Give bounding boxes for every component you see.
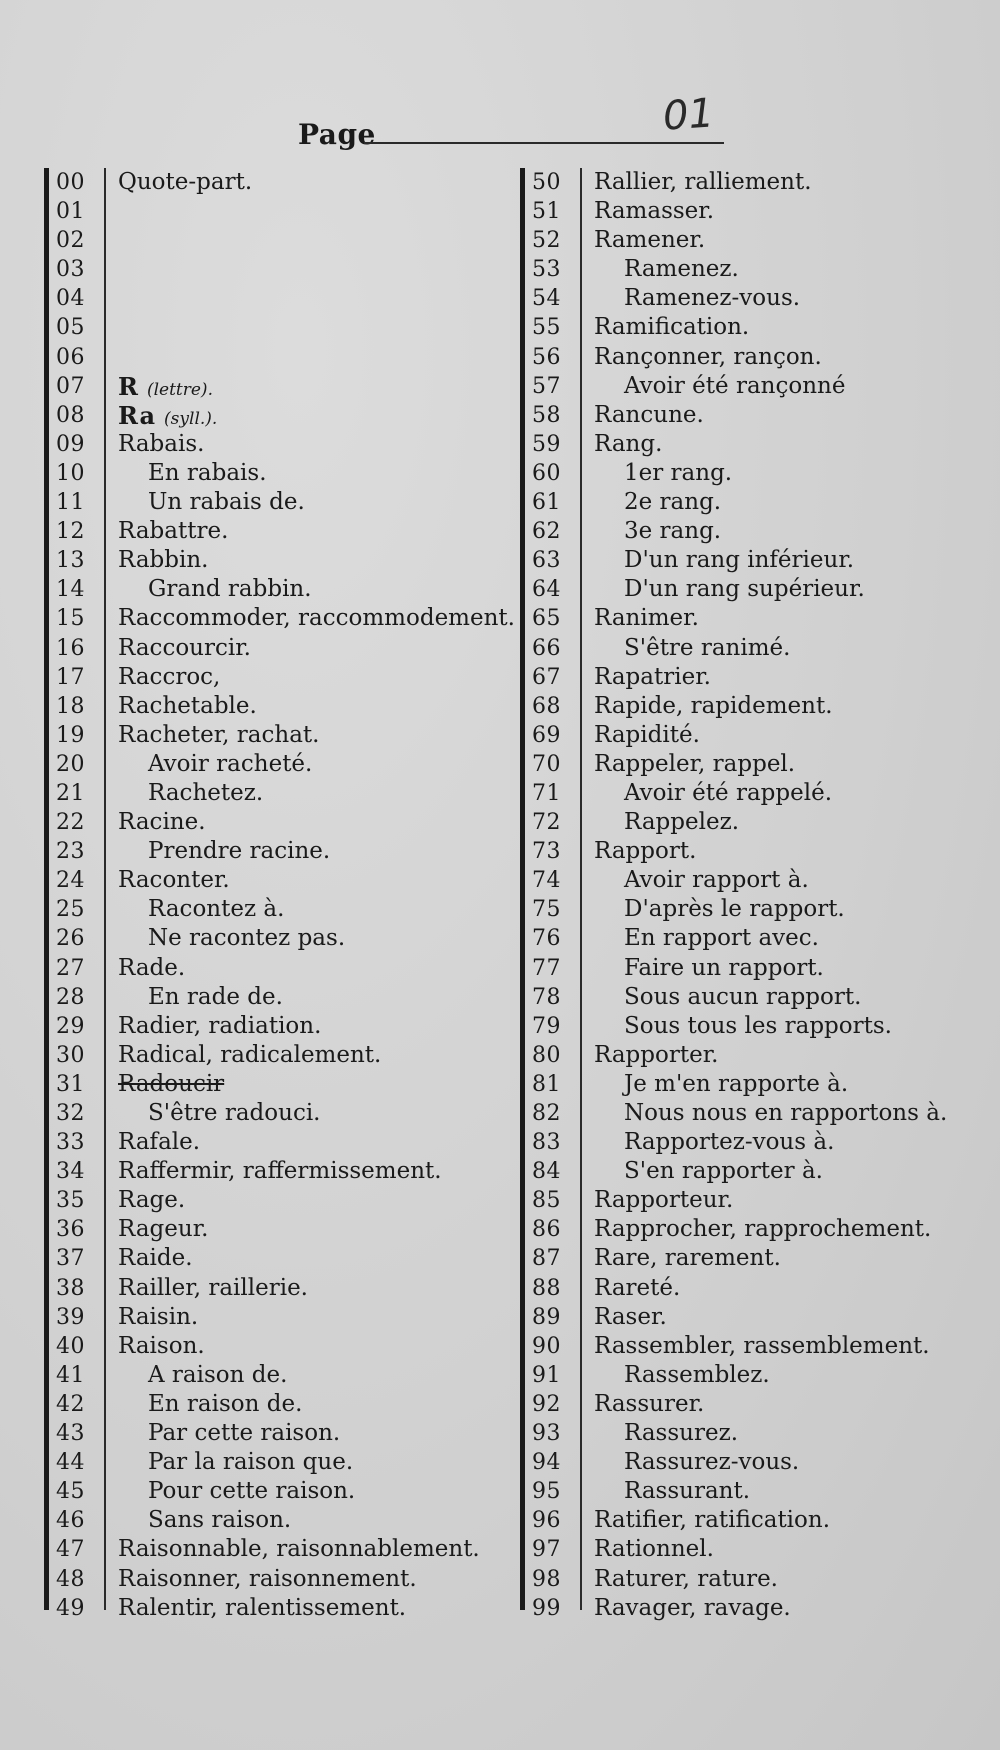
code-phrase-letter: Ra <box>118 400 157 430</box>
code-phrase: Rassembler, rassemblement. <box>594 1332 930 1359</box>
code-number: 02 <box>56 228 85 254</box>
code-phrase: Rapport. <box>594 838 697 865</box>
code-phrase: Rage. <box>118 1187 186 1214</box>
code-phrase: 3e rang. <box>624 518 722 545</box>
code-phrase: Sans raison. <box>148 1507 292 1534</box>
code-number: 97 <box>532 1537 561 1563</box>
code-number: 10 <box>56 460 85 486</box>
code-phrase: Un rabais de. <box>148 489 305 516</box>
code-number: 15 <box>56 606 85 632</box>
code-phrase: Rassurez-vous. <box>624 1449 800 1476</box>
code-number: 71 <box>532 780 561 806</box>
code-number: 83 <box>532 1130 561 1156</box>
code-phrase: Rareté. <box>594 1274 681 1301</box>
code-number: 80 <box>532 1042 561 1068</box>
code-phrase: Rageur. <box>118 1216 209 1243</box>
code-phrase: Pour cette raison. <box>148 1478 356 1505</box>
code-number: 28 <box>56 984 85 1010</box>
code-phrase: D'après le rapport. <box>624 896 845 923</box>
code-number: 16 <box>56 635 85 661</box>
code-number: 26 <box>56 926 85 952</box>
code-number: 67 <box>532 664 561 690</box>
code-phrase: Rapportez-vous à. <box>624 1129 835 1156</box>
page-number-line <box>364 142 724 144</box>
code-phrase: Prendre racine. <box>148 838 331 865</box>
code-phrase: Raccroc, <box>118 663 221 690</box>
code-number: 31 <box>56 1071 85 1097</box>
code-number: 23 <box>56 839 85 865</box>
code-number: 72 <box>532 810 561 836</box>
code-phrase: Sous aucun rapport. <box>624 983 862 1010</box>
code-phrase: Ramener. <box>594 227 706 254</box>
code-number: 12 <box>56 519 85 545</box>
code-phrase: En rapport avec. <box>624 925 819 952</box>
code-phrase: Raconter. <box>118 867 230 894</box>
code-number: 66 <box>532 635 561 661</box>
code-number: 73 <box>532 839 561 865</box>
code-number: 01 <box>56 199 85 225</box>
code-number: 21 <box>56 780 85 806</box>
code-number: 13 <box>56 548 85 574</box>
code-number: 52 <box>532 228 561 254</box>
code-number: 87 <box>532 1246 561 1272</box>
code-phrase: Racine. <box>118 809 206 836</box>
code-phrase: Avoir été rappelé. <box>624 779 832 806</box>
code-phrase-note: (syll.). <box>164 408 218 429</box>
code-phrase: Rallier, ralliement. <box>594 169 812 195</box>
code-phrase: Rappelez. <box>624 809 740 836</box>
code-phrase: Raccommoder, raccommodement. <box>118 605 515 632</box>
code-phrase: Rapatrier. <box>594 663 711 690</box>
code-phrase: Radical, radicalement. <box>118 1041 382 1068</box>
code-phrase: Rassurant. <box>624 1478 751 1505</box>
code-number: 70 <box>532 751 561 777</box>
code-phrase: S'être radouci. <box>148 1100 321 1126</box>
code-number: 93 <box>532 1421 561 1447</box>
code-number: 54 <box>532 286 561 312</box>
code-number: 17 <box>56 664 85 690</box>
code-number: 30 <box>56 1042 85 1068</box>
code-phrase: Rançonner, rançon. <box>594 343 822 370</box>
code-number: 62 <box>532 519 561 545</box>
code-phrase: Raser. <box>594 1303 667 1330</box>
code-number: 45 <box>56 1479 85 1505</box>
code-number: 29 <box>56 1013 85 1039</box>
code-number: 43 <box>56 1421 85 1447</box>
code-phrase: Ramenez. <box>624 256 739 283</box>
code-number: 92 <box>532 1391 561 1417</box>
code-phrase: Rachetez. <box>148 779 264 806</box>
code-phrase: Raffermir, raffermissement. <box>118 1158 442 1185</box>
code-phrase: Ramenez-vous. <box>624 285 801 312</box>
code-phrase <box>118 401 217 434</box>
code-number: 40 <box>56 1333 85 1359</box>
code-phrase: Rapprocher, rapprochement. <box>594 1216 932 1243</box>
code-phrase: D'un rang supérieur. <box>624 576 865 603</box>
code-number: 59 <box>532 431 561 457</box>
code-number: 50 <box>532 170 561 195</box>
code-phrase: Rappeler, rappel. <box>594 750 796 777</box>
code-phrase: Raisin. <box>118 1303 199 1330</box>
code-number: 20 <box>56 751 85 777</box>
code-phrase: Sous tous les rapports. <box>624 1012 892 1039</box>
code-phrase: Rassemblez. <box>624 1361 770 1388</box>
code-number: 08 <box>56 402 85 428</box>
code-number: 22 <box>56 810 85 836</box>
code-number: 78 <box>532 984 561 1010</box>
code-number: 74 <box>532 868 561 894</box>
code-number: 32 <box>56 1101 85 1126</box>
code-number: 85 <box>532 1188 561 1214</box>
code-phrase: Radier, radiation. <box>118 1012 322 1039</box>
code-number: 57 <box>532 373 561 399</box>
code-phrase: En rabais. <box>148 459 267 486</box>
code-phrase: Faire un rapport. <box>624 954 824 981</box>
code-phrase: Rapporter. <box>594 1041 719 1068</box>
code-phrase: Rationnel. <box>594 1536 714 1563</box>
code-number: 47 <box>56 1537 85 1563</box>
code-number: 33 <box>56 1130 85 1156</box>
code-number: 49 <box>56 1595 85 1621</box>
code-number: 35 <box>56 1188 85 1214</box>
code-phrase: Rapide, rapidement. <box>594 692 833 719</box>
code-phrase: Ranimer. <box>594 605 699 632</box>
code-phrase: Ravager, ravage. <box>594 1594 791 1621</box>
code-number: 68 <box>532 693 561 719</box>
code-number: 98 <box>532 1566 561 1592</box>
code-number: 24 <box>56 868 85 894</box>
code-phrase: Avoir rapport à. <box>624 867 809 894</box>
code-phrase: Raison. <box>118 1332 205 1359</box>
code-number: 96 <box>532 1508 561 1534</box>
code-phrase: Ramification. <box>594 314 750 341</box>
code-phrase: Je m'en rapporte à. <box>624 1070 849 1097</box>
code-number: 44 <box>56 1450 85 1476</box>
code-phrase: En rade de. <box>148 983 283 1010</box>
code-number: 07 <box>56 373 85 399</box>
code-phrase: Ratifier, ratification. <box>594 1507 831 1534</box>
code-phrase: Rancune. <box>594 401 704 428</box>
code-phrase-letter: R <box>118 371 139 401</box>
code-phrase: Rassurez. <box>624 1420 739 1447</box>
code-phrase: Rabattre. <box>118 518 229 545</box>
code-number: 90 <box>532 1333 561 1359</box>
code-number: 56 <box>532 344 561 370</box>
code-phrase <box>118 372 213 405</box>
left-column-inner-rule <box>104 168 106 1610</box>
right-column-inner-rule <box>580 168 582 1610</box>
code-phrase: Grand rabbin. <box>148 576 312 603</box>
page-label: Page <box>298 118 376 151</box>
code-number: 51 <box>532 199 561 225</box>
code-number: 00 <box>56 170 85 195</box>
code-number: 65 <box>532 606 561 632</box>
code-number: 60 <box>532 460 561 486</box>
code-phrase: Rapidité. <box>594 721 700 748</box>
code-number: 58 <box>532 402 561 428</box>
code-phrase: Rachetable. <box>118 692 257 719</box>
code-number: 19 <box>56 722 85 748</box>
code-phrase: Raccourcir. <box>118 634 251 661</box>
code-phrase: Rang. <box>594 430 663 457</box>
code-number: 42 <box>56 1391 85 1417</box>
code-number: 09 <box>56 431 85 457</box>
left-column-outer-rule <box>44 168 49 1610</box>
code-phrase-note: (lettre). <box>146 379 213 400</box>
code-number: 76 <box>532 926 561 952</box>
code-number: 27 <box>56 955 85 981</box>
code-number: 95 <box>532 1479 561 1505</box>
code-number: 34 <box>56 1159 85 1185</box>
code-phrase: Raisonner, raisonnement. <box>118 1565 417 1592</box>
code-number: 05 <box>56 315 85 341</box>
code-number: 53 <box>532 257 561 283</box>
code-phrase: Railler, raillerie. <box>118 1274 308 1301</box>
code-phrase: Ralentir, ralentissement. <box>118 1594 407 1621</box>
handwritten-page-number: 01 <box>661 90 716 140</box>
code-phrase: Raisonnable, raisonnablement. <box>118 1536 480 1563</box>
code-phrase: Rade. <box>118 954 186 981</box>
code-phrase: Par la raison que. <box>148 1449 354 1476</box>
code-number: 99 <box>532 1595 561 1621</box>
code-number: 77 <box>532 955 561 981</box>
code-number: 55 <box>532 315 561 341</box>
code-number: 75 <box>532 897 561 923</box>
code-phrase: Rabbin. <box>118 547 209 574</box>
code-number: 11 <box>56 490 85 516</box>
code-number: 41 <box>56 1362 85 1388</box>
code-phrase: Ne racontez pas. <box>148 925 346 952</box>
code-phrase: En raison de. <box>148 1390 303 1417</box>
code-number: 69 <box>532 722 561 748</box>
code-number: 63 <box>532 548 561 574</box>
code-phrase: S'en rapporter à. <box>624 1158 823 1185</box>
page-header <box>298 90 738 160</box>
code-phrase: Avoir été rançonné <box>624 372 846 399</box>
code-phrase: Nous nous en rapportons à. <box>624 1100 948 1126</box>
code-phrase: Rassurer. <box>594 1390 705 1417</box>
code-phrase: Ramasser. <box>594 198 715 225</box>
code-phrase: Quote-part. <box>118 169 253 195</box>
code-phrase: Par cette raison. <box>148 1420 341 1447</box>
code-number: 79 <box>532 1013 561 1039</box>
code-number: 38 <box>56 1275 85 1301</box>
code-phrase: Radoucir <box>118 1070 225 1097</box>
code-phrase: Rare, rarement. <box>594 1245 781 1272</box>
code-number: 18 <box>56 693 85 719</box>
code-number: 06 <box>56 344 85 370</box>
code-number: 94 <box>532 1450 561 1476</box>
code-number: 48 <box>56 1566 85 1592</box>
code-number: 04 <box>56 286 85 312</box>
code-phrase: S'être ranimé. <box>624 634 791 661</box>
code-number: 36 <box>56 1217 85 1243</box>
code-number: 39 <box>56 1304 85 1330</box>
code-phrase: Racontez à. <box>148 896 285 923</box>
code-number: 81 <box>532 1071 561 1097</box>
code-phrase: D'un rang inférieur. <box>624 547 855 574</box>
code-phrase: 2e rang. <box>624 489 722 516</box>
code-number: 82 <box>532 1101 561 1126</box>
code-number: 37 <box>56 1246 85 1272</box>
code-number: 61 <box>532 490 561 516</box>
code-number: 03 <box>56 257 85 283</box>
code-number: 89 <box>532 1304 561 1330</box>
code-phrase: Racheter, rachat. <box>118 721 320 748</box>
code-phrase: Avoir racheté. <box>148 750 313 777</box>
code-number: 91 <box>532 1362 561 1388</box>
code-phrase: 1er rang. <box>624 459 733 486</box>
code-number: 84 <box>532 1159 561 1185</box>
right-column-outer-rule <box>520 168 525 1610</box>
code-phrase: Raide. <box>118 1245 193 1272</box>
code-number: 46 <box>56 1508 85 1534</box>
code-number: 88 <box>532 1275 561 1301</box>
code-phrase: Rabais. <box>118 430 205 457</box>
code-number: 25 <box>56 897 85 923</box>
code-number: 64 <box>532 577 561 603</box>
code-phrase: Raturer, rature. <box>594 1565 778 1592</box>
code-phrase: Rafale. <box>118 1129 201 1156</box>
code-phrase: Rapporteur. <box>594 1187 734 1214</box>
code-number: 14 <box>56 577 85 603</box>
code-phrase: A raison de. <box>148 1361 288 1388</box>
code-number: 86 <box>532 1217 561 1243</box>
